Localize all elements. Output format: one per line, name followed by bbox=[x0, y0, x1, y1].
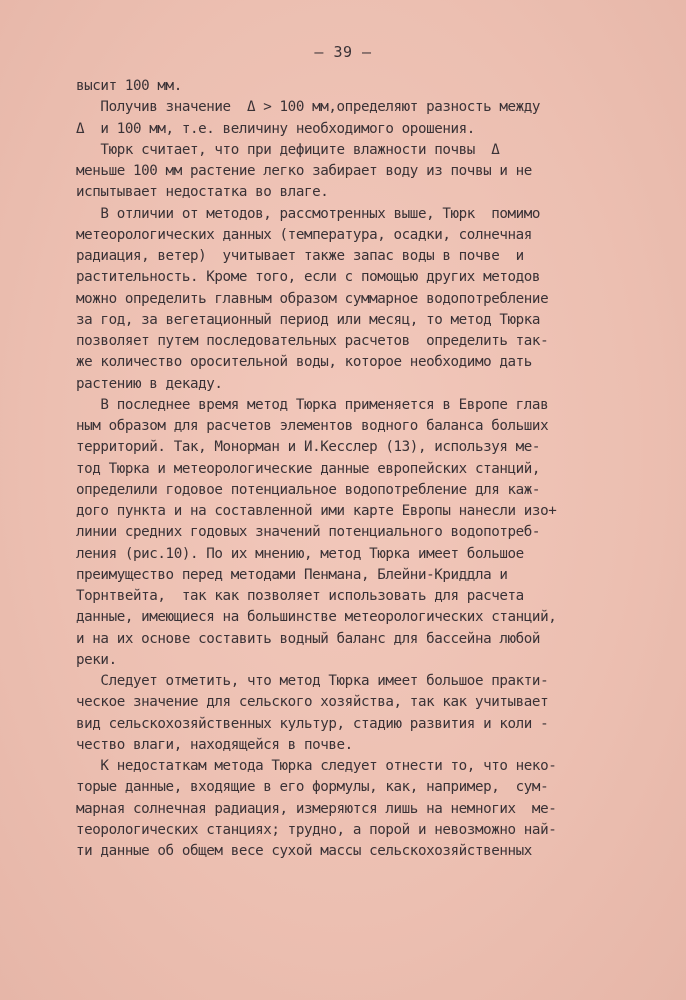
text-line: марная солнечная радиация, измеряются лишь на немногих ме- bbox=[76, 800, 557, 817]
text-line: и на их основе составить водный баланс для бассейна любой bbox=[76, 630, 541, 647]
text-line: можно определить главным образом суммарное водопотребление bbox=[76, 290, 549, 307]
text-line: испытывает недостатка во влаге. bbox=[76, 184, 329, 201]
text-line: Δ и 100 мм, т.е. величину необходимого орошения. bbox=[76, 120, 475, 137]
text-line: данные, имеющиеся на большинстве метеорологических станций, bbox=[76, 609, 557, 626]
text-line: Следует отметить, что метод Тюрка имеет большое практи- bbox=[76, 673, 549, 689]
text-line: высит 100 мм. bbox=[76, 78, 182, 94]
text-line: ления (рис.10). По их мнению, метод Тюрка имеет большое bbox=[76, 545, 524, 562]
text-line: меньше 100 мм растение легко забирает воду из почвы и не bbox=[76, 163, 532, 179]
text-line: территорий. Так, Монорман и И.Кесслер (13), используя ме- bbox=[76, 439, 541, 456]
text-line: преимущество перед методами Пенмана, Блейни-Криддла и bbox=[76, 566, 508, 583]
text-line: метеорологических данных (температура, осадки, солнечная bbox=[76, 226, 532, 243]
text-line: ческое значение для сельского хозяйства, так как учитывает bbox=[76, 694, 549, 711]
text-line: вид сельскохозяйственных культур, стадию развития и коли - bbox=[76, 715, 549, 732]
text-line: позволяет путем последовательных расчетов определить так- bbox=[76, 333, 549, 349]
text-line: ти данные об общем весе сухой массы сельскохозяйственных bbox=[76, 843, 532, 859]
text-line: реки. bbox=[76, 651, 117, 668]
text-line: К недостаткам метода Тюрка следует отнести то, что неко- bbox=[76, 758, 557, 774]
text-line: Тюрк считает, что при дефиците влажности почвы Δ bbox=[76, 141, 500, 158]
text-line: определили годовое потенциальное водопотребление для каж- bbox=[76, 481, 541, 498]
text-line: торые данные, входящие в его формулы, как, например, сум- bbox=[76, 779, 549, 796]
text-line: Получив значение Δ > 100 мм,определяют разность между bbox=[76, 99, 541, 116]
text-line: тод Тюрка и метеорологические данные европейских станций, bbox=[76, 460, 541, 477]
text-line: В последнее время метод Тюрка применяется в Европе глав bbox=[76, 396, 549, 413]
text-line: же количество оросительной воды, которое необходимо дать bbox=[76, 354, 532, 371]
text-line: дого пункта и на составленной ими карте Европы нанесли изо+ bbox=[76, 503, 557, 519]
text-line: теорологических станциях; трудно, а порой и невозможно най- bbox=[76, 821, 557, 838]
text-line: Торнтвейта, так как позволяет использовать для расчета bbox=[76, 588, 524, 604]
text-line: чество влаги, находящейся в почве. bbox=[76, 736, 353, 753]
text-line: линии средних годовых значений потенциального водопотреб- bbox=[76, 524, 541, 541]
text-line: В отличии от методов, рассмотренных выше, Тюрк помимо bbox=[76, 205, 541, 222]
text-line: растению в декаду. bbox=[76, 375, 223, 392]
text-line: ным образом для расчетов элементов водного баланса больших bbox=[76, 418, 549, 434]
page-number: — 39 — bbox=[314, 43, 372, 61]
text-line: за год, за вегетационный период или месяц, то метод Тюрка bbox=[76, 311, 541, 328]
text-line: растительность. Кроме того, если с помощью других методов bbox=[76, 269, 541, 286]
text-line: радиация, ветер) учитывает также запас воды в почве и bbox=[76, 248, 524, 264]
body-text bbox=[76, 76, 621, 862]
